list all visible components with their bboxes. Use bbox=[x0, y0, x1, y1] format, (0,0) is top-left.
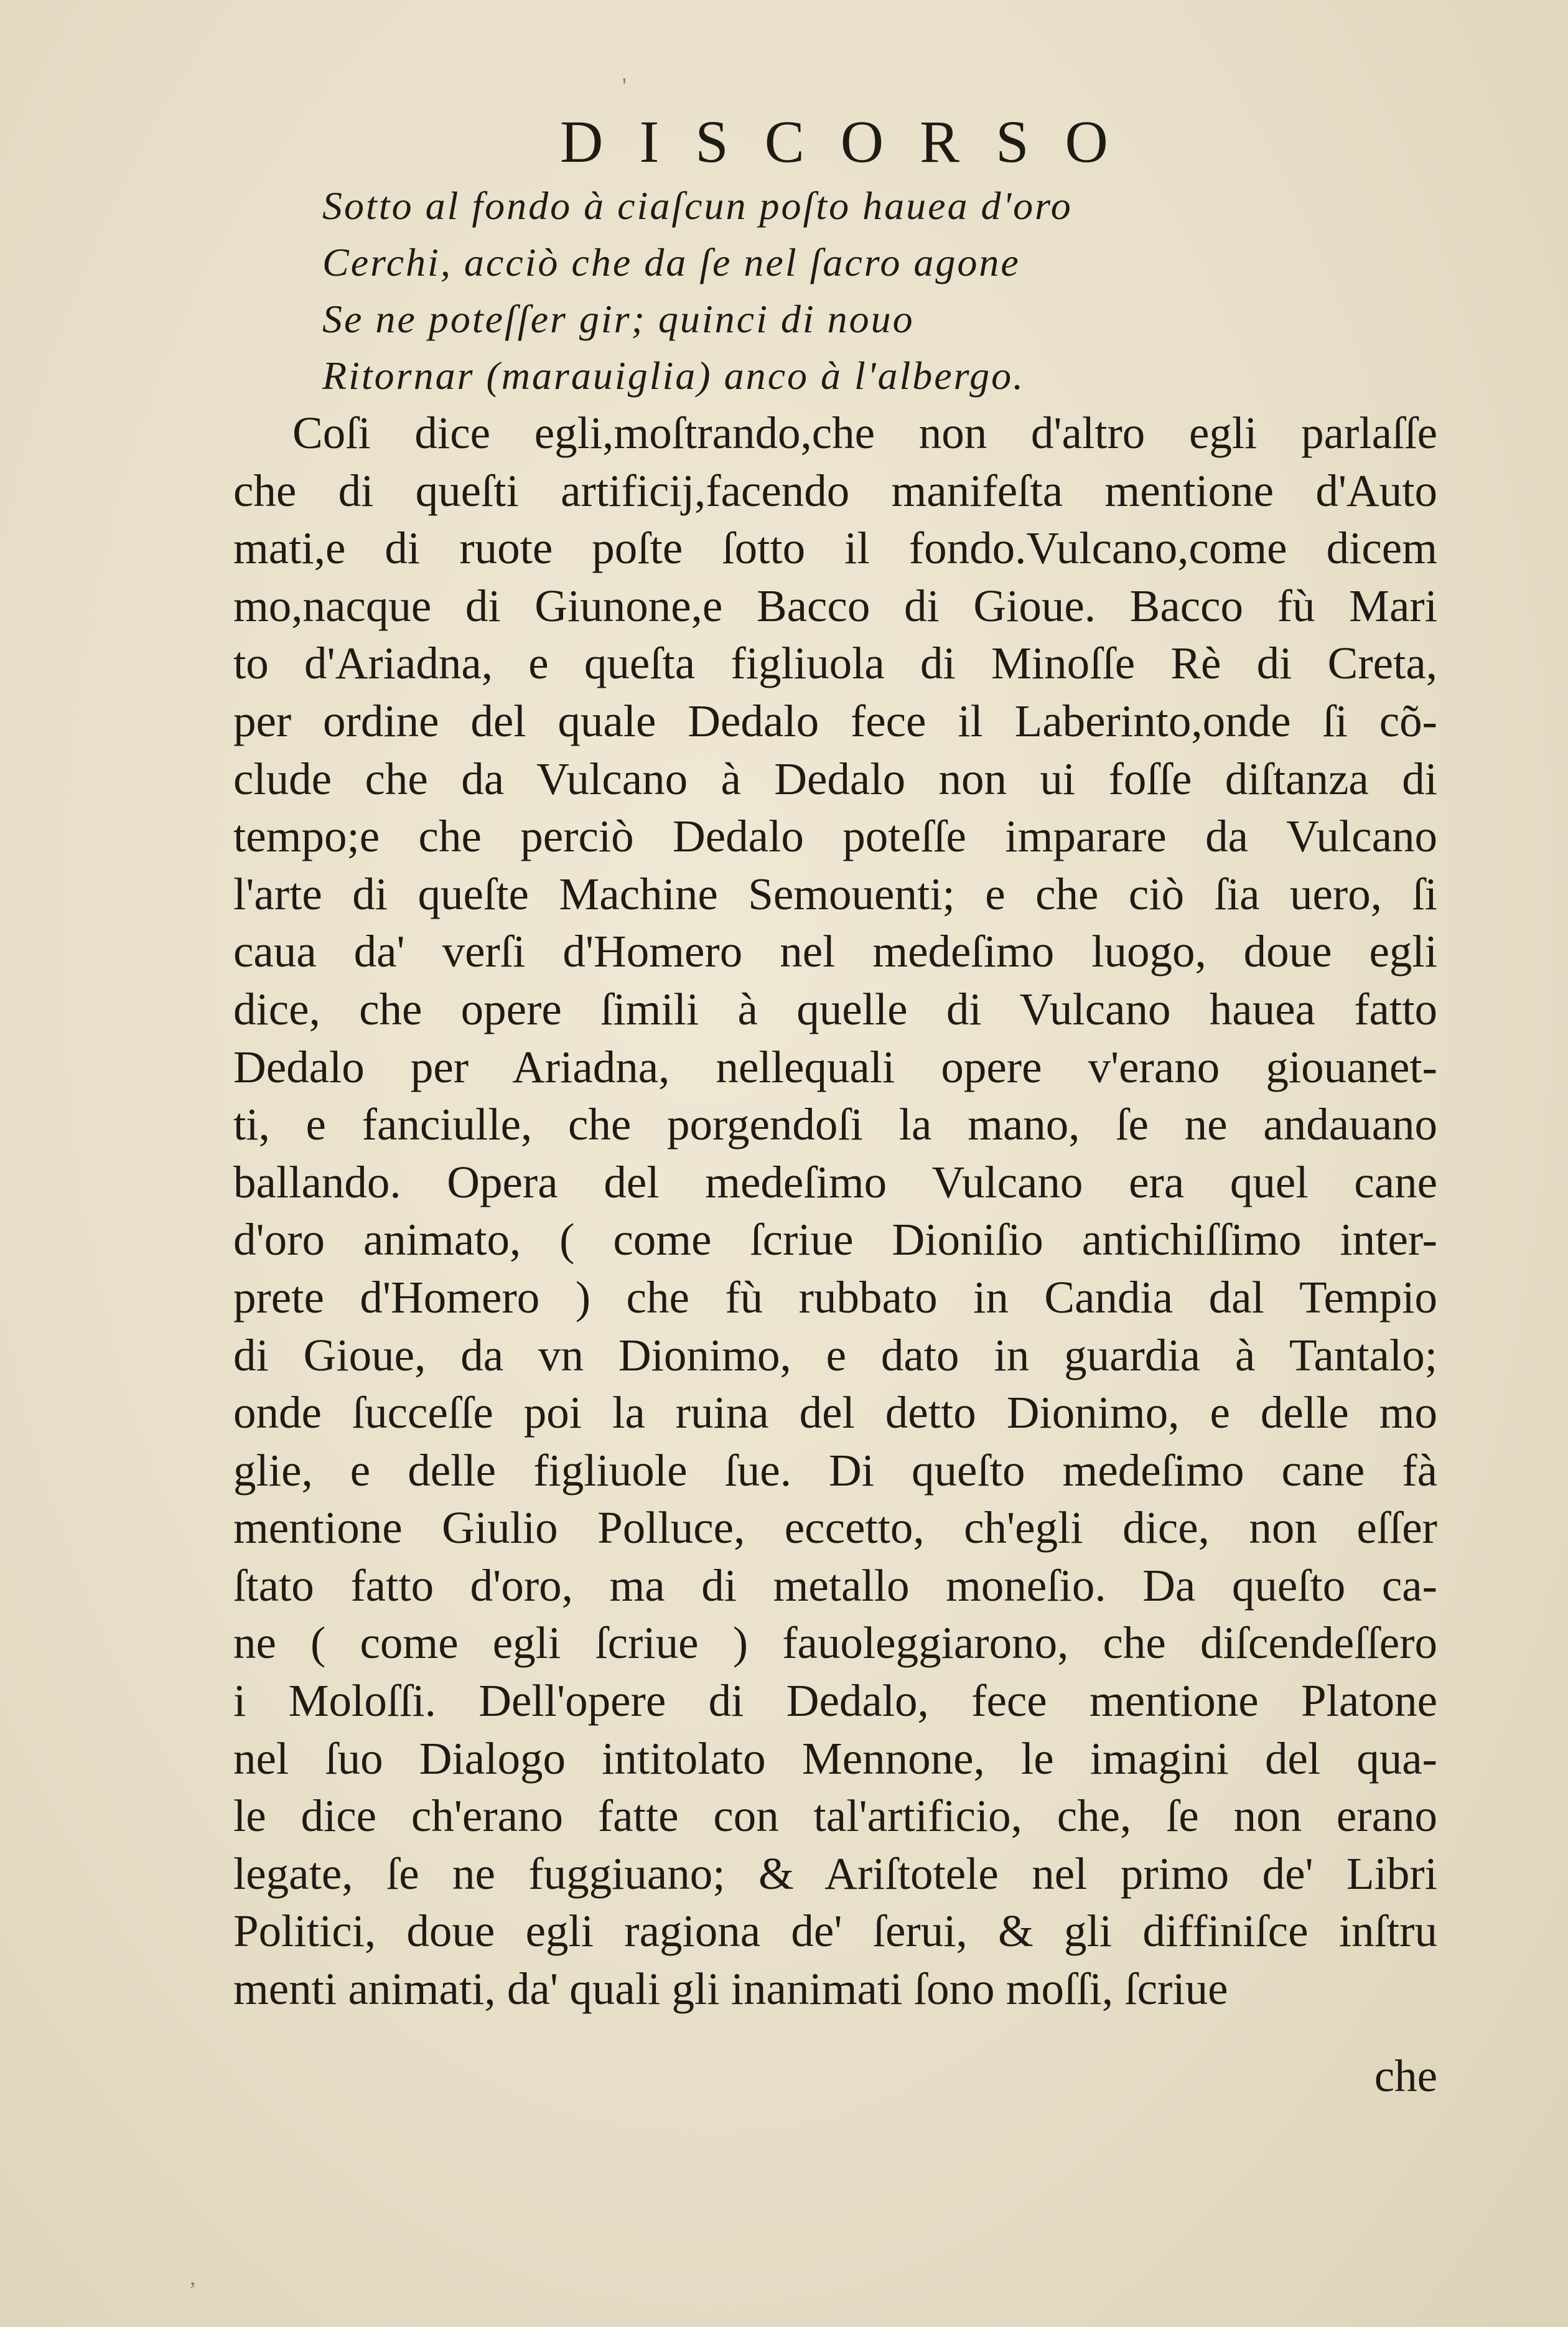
verse-line: Se ne poteſſer gir; quinci di nouo bbox=[322, 297, 915, 341]
body-line: d'oro animato, ( come ſcriue Dioniſio antichiſſimo inter- bbox=[233, 1214, 1437, 1265]
body-line: dice, che opere ſimili à quelle di Vulcano hauea fatto bbox=[233, 983, 1437, 1034]
body-line: menti animati, da' quali gli inanimati ſono moſſi, ſcriue bbox=[233, 1964, 1228, 2015]
body-line: prete d'Homero ) che fù rubbato in Candia dal Tempio bbox=[233, 1271, 1437, 1323]
body-line: Coſi dice egli,moſtrando,che non d'altro egli parlaſſe bbox=[292, 408, 1437, 458]
body-line: caua da' verſi d'Homero nel medeſimo luogo, doue egli bbox=[233, 926, 1437, 977]
body-line: nel ſuo Dialogo intitolato Mennone, le imagini del qua- bbox=[233, 1733, 1437, 1784]
body-line: di Gioue, da vn Dionimo, e dato in guardia à Tantalo; bbox=[233, 1329, 1437, 1380]
body-line: che di queſti artificij,facendo manifeſta mentione d'Auto bbox=[233, 465, 1437, 516]
body-line: ti, e fanciulle, che porgendoſi la mano, ſe ne andauano bbox=[233, 1099, 1437, 1150]
body-line: Politici, doue egli ragiona de' ſerui, & gli diffiniſce inſtru bbox=[233, 1906, 1437, 1957]
body-line: onde ſucceſſe poi la ruina del detto Dionimo, e delle mo bbox=[233, 1387, 1437, 1438]
body-line: legate, ſe ne fuggiuano; & Ariſtotele nel primo de' Libri bbox=[233, 1848, 1437, 1899]
body-line: i Moloſſi. Dell'opere di Dedalo, fece mentione Platone bbox=[233, 1675, 1437, 1726]
verse-line: Ritornar (marauiglia) anco à l'albergo. bbox=[322, 353, 1025, 398]
body-line: mentione Giulio Polluce, eccetto, ch'egli dice, non eſſer bbox=[233, 1502, 1437, 1553]
paper-speck: , bbox=[190, 2264, 196, 2290]
body-line: Dedalo per Ariadna, nellequali opere v'erano giouanet- bbox=[233, 1041, 1437, 1092]
catchword: che bbox=[1374, 2051, 1437, 2101]
body-line: tempo;e che perciò Dedalo poteſſe imparare da Vulcano bbox=[233, 811, 1437, 862]
verse-line: Sotto al fondo à ciaſcun poſto hauea d'oro bbox=[322, 184, 1073, 228]
verse-line: Cerchi, acciò che da ſe nel ſacro agone bbox=[322, 240, 1020, 284]
paper-speck: ' bbox=[622, 73, 627, 100]
body-line: glie, e delle figliuole ſue. Di queſto medeſimo cane fà bbox=[233, 1444, 1437, 1496]
body-line: clude che da Vulcano à Dedalo non ui foſſe diſtanza di bbox=[233, 753, 1437, 804]
body-line: le dice ch'erano fatte con tal'artificio, che, ſe non erano bbox=[233, 1791, 1437, 1842]
body-line: mo,nacque di Giunone,e Bacco di Gioue. Bacco fù Mari bbox=[233, 580, 1437, 631]
body-line: to d'Ariadna, e queſta figliuola di Minoſſe Rè di Creta, bbox=[233, 638, 1437, 689]
body-line: per ordine del quale Dedalo fece il Laberinto,onde ſi cõ- bbox=[233, 695, 1437, 746]
body-line: ſtato fatto d'oro, ma di metallo moneſio. Da queſto ca- bbox=[233, 1560, 1437, 1611]
body-line: mati,e di ruote poſte ſotto il fondo.Vulcano,come dicem bbox=[233, 523, 1437, 574]
body-line: ne ( come egli ſcriue ) fauoleggiarono, che diſcendeſſero bbox=[233, 1618, 1437, 1669]
body-line: ballando. Opera del medeſimo Vulcano era quel cane bbox=[233, 1156, 1437, 1207]
body-line: l'arte di queſte Machine Semouenti; e che ciò ſia uero, ſi bbox=[233, 868, 1437, 919]
body-text bbox=[233, 405, 1437, 2018]
running-header: DISCORSO bbox=[560, 108, 1144, 175]
verse-quotation bbox=[322, 177, 1131, 404]
